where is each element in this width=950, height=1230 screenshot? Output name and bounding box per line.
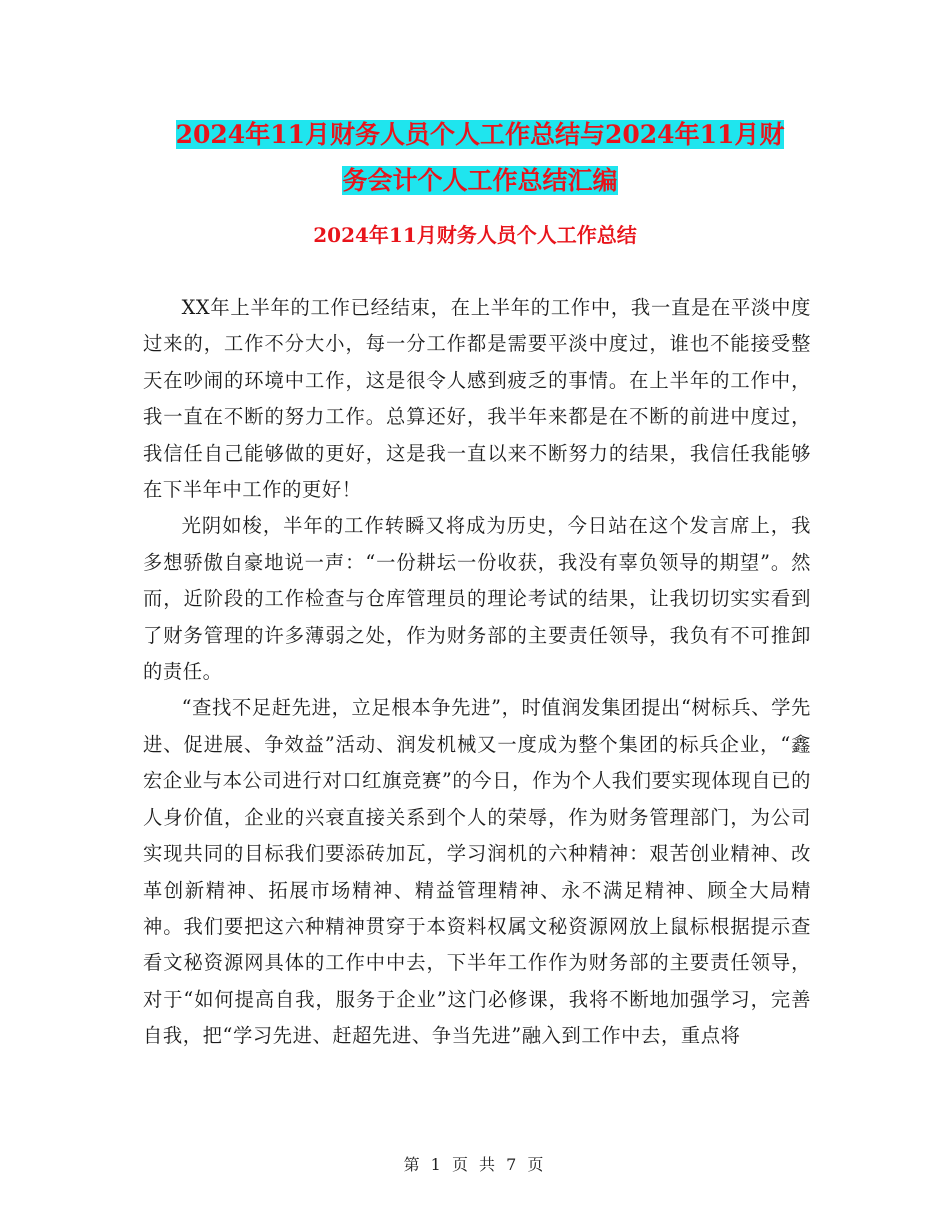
paragraph: “查找不足赶先进，立足根本争先进”，时值润发集团提出“树标兵、学先进、促进展、争效益”活动、润发机械又一度成为整个集团的标兵企业，“鑫宏企业与本公司进行对口红旗竞赛”的今日，作为个人我们要实现体现自已的人身价值，企业的兴衰直接关系到个人的荣辱，作为财务管理部门，为公司实现共同的目标我们要添砖加瓦，学习润机的六种精神：艰苦创业精神、改革创新精神、拓展市场精神、精益管理精神、永不满足精神、顾全大局精神。我们要把这六种精神贯穿于本资料权属文秘资源网放上鼠标根据提示查看文秘资源网具体的工作中中去，下半年工作作为财务部的主要责任领导，对于“如何提高自我，服务于企业”这门必修课，我将不断地加强学习，完善自我，把“学习先进、赶超先进、争当先进”融入到工作中去，重点将 xyxy=(143,696,811,1048)
document-title xyxy=(140,112,820,204)
title-line-1: 2024年11月财务人员个人工作总结与2024年11月财 xyxy=(175,120,785,149)
section-title: 2024年11月财务人员个人工作总结 xyxy=(313,223,637,247)
title-line-2: 务会计个人工作总结汇编 xyxy=(342,166,618,195)
paragraph: XX年上半年的工作已经结束，在上半年的工作中，我一直是在平淡中度过来的，工作不分大小，每一分工作都是需要平淡中度过，谁也不能接受整天在吵闹的环境中工作，这是很令人感到疲乏的事情。在上半年的工作中，我一直在不断的努力工作。总算还好，我半年来都是在不断的前进中度过，我信任自己能够做的更好，这是我一直以来不断努力的结果，我信任我能够在下半年中工作的更好！ xyxy=(143,296,811,502)
paragraph: 光阴如梭，半年的工作转瞬又将成为历史，今日站在这个发言席上，我多想骄傲自豪地说一声：“一份耕坛一份收获，我没有辜负领导的期望”。然而，近阶段的工作检查与仓库管理员的理论考试的结果，让我切切实实看到了财务管理的许多薄弱之处，作为财务部的主要责任领导，我负有不可推卸的责任。 xyxy=(143,514,811,684)
document-body xyxy=(143,290,811,1055)
page-number-footer: 第 1 页 共 7 页 xyxy=(403,1155,547,1174)
